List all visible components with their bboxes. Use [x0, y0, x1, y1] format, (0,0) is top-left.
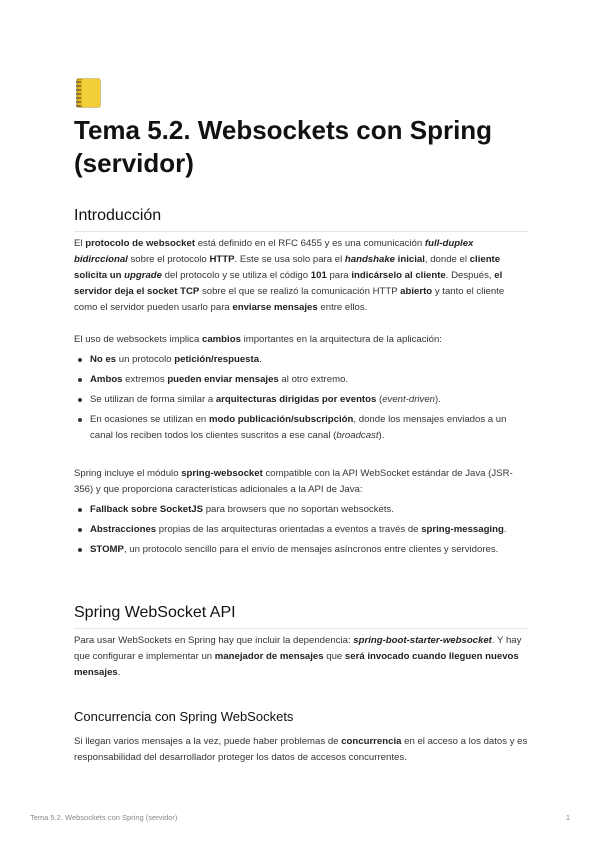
- list-item: En ocasiones se utilizan en modo publicación/subscripción, donde los mensajes enviados a un canal los reciben todos los clientes suscritos a ese canal (broadcast).: [74, 412, 528, 444]
- list-item: Se utilizan de forma similar a arquitecturas dirigidas por eventos (event-driven).: [74, 392, 528, 408]
- intro-list: [74, 352, 528, 448]
- list-item: STOMP, un protocolo sencillo para el envío de mensajes asíncronos entre clientes y servidores.: [74, 542, 528, 558]
- intro-paragraph-3: Spring incluye el módulo spring-websocket compatible con la API WebSocket estándar de Java (JSR-356) y que proporciona características adicionales a la API de Java:: [74, 468, 513, 495]
- list-item: Fallback sobre SocketJS para browsers que no soportan websockets.: [74, 502, 528, 518]
- subsection-heading-concurrencia: Concurrencia con Spring WebSockets: [74, 709, 294, 724]
- page-title: Tema 5.2. Websockets con Spring (servidor): [74, 115, 493, 178]
- footer-title: Tema 5.2. Websockets con Spring (servidor): [30, 813, 178, 822]
- intro-paragraph-1: El protocolo de websocket está definido en el RFC 6455 y es una comunicación full-duplex bidirccional sobre el protocolo HTTP. Este se usa solo para el handshake inicial, donde el cliente solicita un upgrade del protocolo y se utiliza el código 101 para indicárselo al cliente. Después, el servidor deja el socket TCP sobre el que se realizó la comunicación HTTP abierto y tanto el cliente como el servidor pueden usarlo para enviarse mensajes entre ellos.: [74, 238, 505, 313]
- features-list: [74, 502, 528, 562]
- notebook-icon: [74, 78, 102, 108]
- section-heading-api: Spring WebSocket API: [74, 604, 528, 629]
- list-item: Abstracciones propias de las arquitecturas orientadas a eventos a través de spring-messaging.: [74, 522, 528, 538]
- list-item: Ambos extremos pueden enviar mensajes al otro extremo.: [74, 372, 528, 388]
- list-item: No es un protocolo petición/respuesta.: [74, 352, 528, 368]
- page-footer: [30, 813, 570, 822]
- intro-paragraph-2: El uso de websockets implica cambios importantes en la arquitectura de la aplicación:: [74, 334, 442, 345]
- concurrency-paragraph: Si llegan varios mensajes a la vez, puede haber problemas de concurrencia en el acceso a los datos y es responsabilidad del desarrollador proteger los datos de accesos concurrentes.: [74, 736, 528, 763]
- api-paragraph: Para usar WebSockets en Spring hay que incluir la dependencia: spring-boot-starter-websocket. Y hay que configurar e implementar un manejador de mensajes que será invocado cuando lleguen nuevos mensajes.: [74, 635, 522, 678]
- section-heading-introduccion: Introducción: [74, 207, 528, 232]
- page-number: 1: [565, 813, 570, 822]
